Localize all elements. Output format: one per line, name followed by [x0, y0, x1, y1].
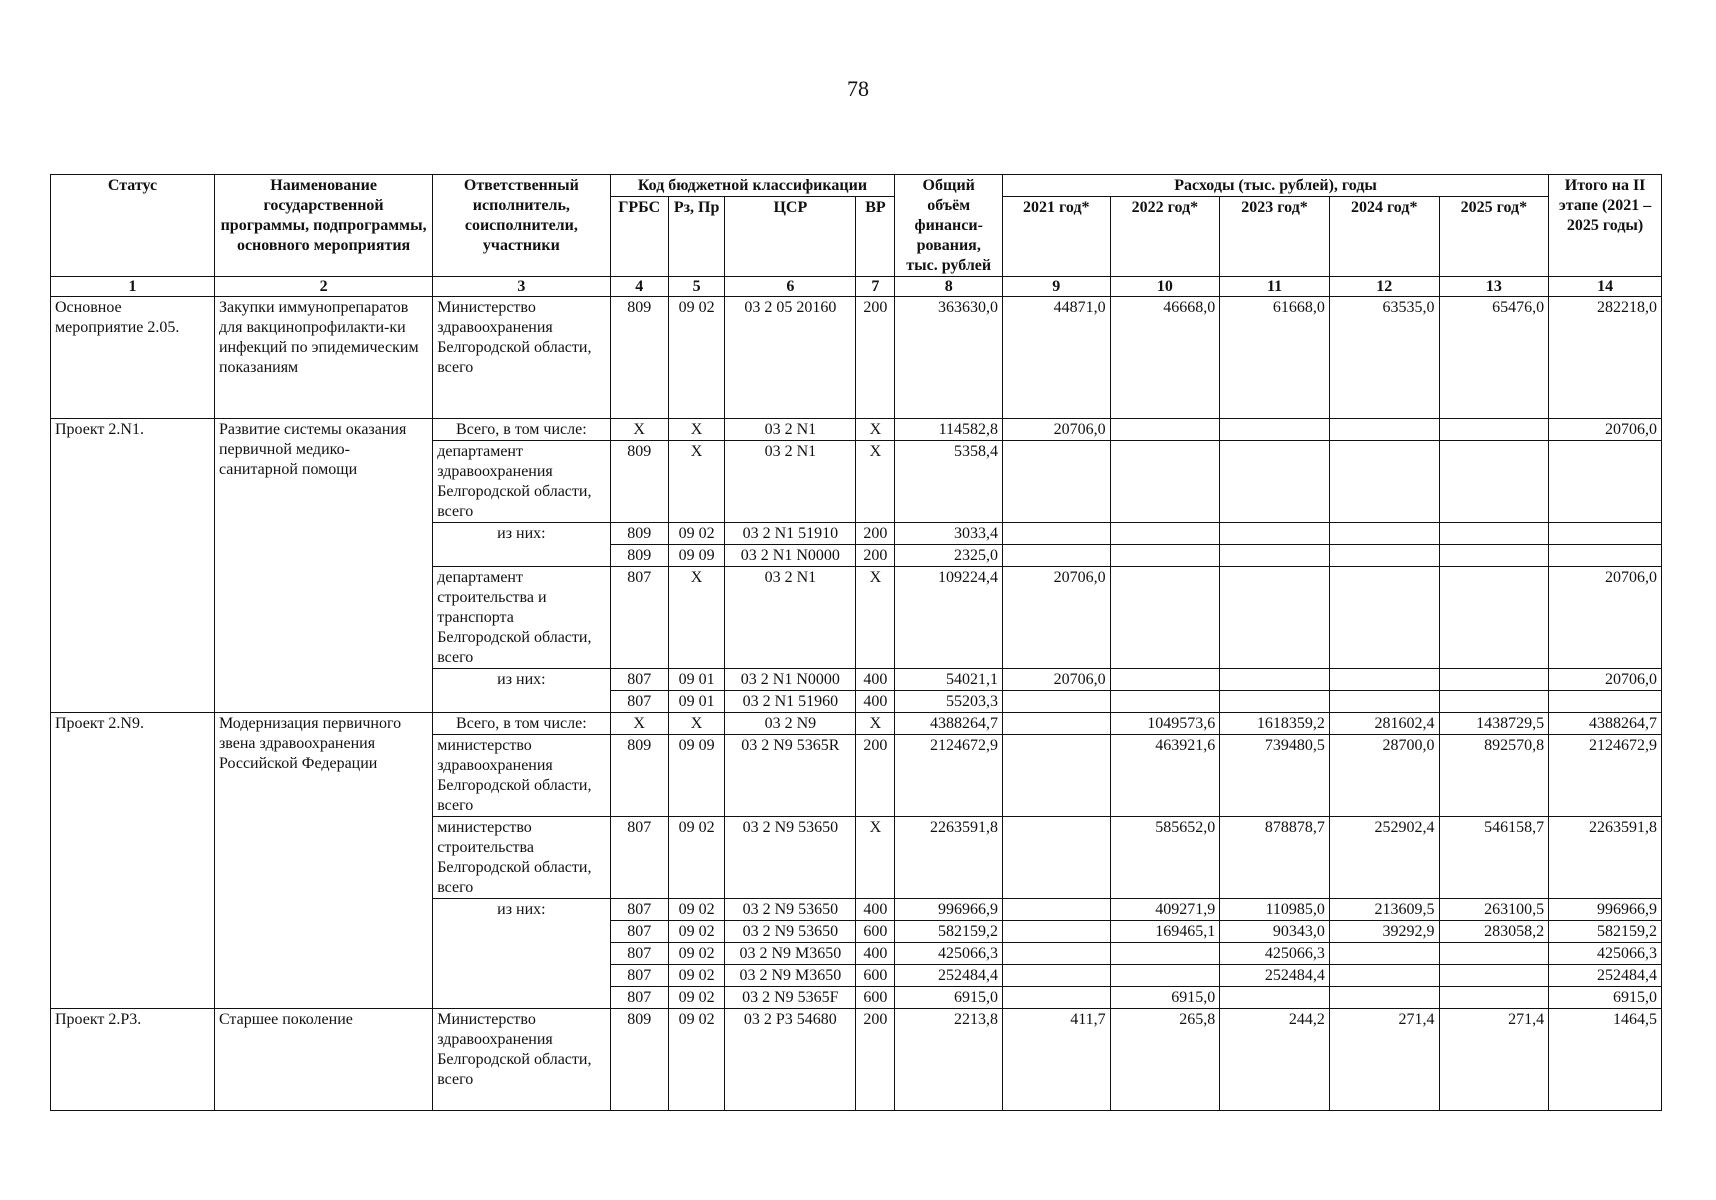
row-2025	[1439, 441, 1549, 523]
row-total: 363630,0	[895, 297, 1003, 419]
row-2022: 409271,9	[1110, 899, 1220, 921]
column-index: 7	[856, 277, 895, 297]
row-2022: 585652,0	[1110, 817, 1220, 899]
row-2024: 28700,0	[1329, 735, 1439, 817]
row-vr: X	[856, 713, 895, 735]
row-2024	[1329, 523, 1439, 545]
row-vr: X	[856, 567, 895, 669]
column-index: 14	[1549, 277, 1662, 297]
row-vr: 200	[856, 735, 895, 817]
row-csr: 03 2 N1 51910	[725, 523, 856, 545]
row-2021	[1003, 817, 1111, 899]
row-rzpr: X	[668, 441, 724, 523]
table-row	[51, 713, 1662, 735]
table-row	[51, 419, 1662, 441]
row-status: Проект 2.N9.	[51, 713, 215, 1009]
row-grbs: 807	[610, 965, 668, 987]
header-2024: 2024 год*	[1329, 197, 1439, 277]
row-stage-total: 1464,5	[1549, 1009, 1662, 1111]
row-2025	[1439, 523, 1549, 545]
row-total: 114582,8	[895, 419, 1003, 441]
row-csr: 03 2 N9 53650	[725, 817, 856, 899]
row-2024	[1329, 965, 1439, 987]
row-csr: 03 2 P3 54680	[725, 1009, 856, 1111]
row-rzpr: X	[668, 567, 724, 669]
row-2024	[1329, 669, 1439, 691]
page-number: 78	[847, 76, 869, 101]
row-2022	[1110, 419, 1220, 441]
row-csr: 03 2 N1 N0000	[725, 669, 856, 691]
column-index: 11	[1220, 277, 1330, 297]
row-csr: 03 2 N9 53650	[725, 899, 856, 921]
column-index: 1	[51, 277, 215, 297]
row-status: Проект 2.N1.	[51, 419, 215, 713]
row-csr: 03 2 N9 M3650	[725, 965, 856, 987]
row-executor: Министерство здравоохранения Белгородской области, всего	[433, 1009, 610, 1111]
row-2023: 425066,3	[1220, 943, 1330, 965]
column-index: 10	[1110, 277, 1220, 297]
header-vr: ВР	[856, 197, 895, 277]
row-name: Модернизация первичного звена здравоохранения Российской Федерации	[214, 713, 432, 1009]
row-grbs: 809	[610, 1009, 668, 1111]
row-rzpr: 09 01	[668, 691, 724, 713]
row-total: 425066,3	[895, 943, 1003, 965]
row-rzpr: 09 02	[668, 817, 724, 899]
row-2024	[1329, 419, 1439, 441]
row-2023: 878878,7	[1220, 817, 1330, 899]
row-2023: 61668,0	[1220, 297, 1330, 419]
row-2022	[1110, 545, 1220, 567]
row-grbs: 809	[610, 441, 668, 523]
column-index: 13	[1439, 277, 1549, 297]
row-2025: 271,4	[1439, 1009, 1549, 1111]
row-vr: 400	[856, 669, 895, 691]
row-2022: 46668,0	[1110, 297, 1220, 419]
row-2022: 463921,6	[1110, 735, 1220, 817]
row-vr: 600	[856, 987, 895, 1009]
row-rzpr: 09 02	[668, 943, 724, 965]
row-2022	[1110, 441, 1220, 523]
row-2025: 1438729,5	[1439, 713, 1549, 735]
header-executor: Ответственный исполнитель, соисполнители, участники	[433, 175, 610, 277]
row-2022	[1110, 965, 1220, 987]
header-grbs: ГРБС	[610, 197, 668, 277]
row-vr: X	[856, 817, 895, 899]
column-index: 12	[1329, 277, 1439, 297]
row-status: Проект 2.P3.	[51, 1009, 215, 1111]
header-name: Наименование государственной программы, подпрограммы, основного мероприятия	[214, 175, 432, 277]
row-executor: департамент строительства и транспорта Белгородской области, всего	[433, 567, 610, 669]
row-executor: из них:	[433, 523, 610, 567]
header-2021: 2021 год*	[1003, 197, 1111, 277]
row-2023: 739480,5	[1220, 735, 1330, 817]
row-2023: 252484,4	[1220, 965, 1330, 987]
row-name: Старшее поколение	[214, 1009, 432, 1111]
row-status: Основное мероприятие 2.05.	[51, 297, 215, 419]
row-total: 55203,3	[895, 691, 1003, 713]
row-total: 996966,9	[895, 899, 1003, 921]
row-total: 252484,4	[895, 965, 1003, 987]
row-total: 2124672,9	[895, 735, 1003, 817]
row-2023	[1220, 419, 1330, 441]
row-rzpr: 09 02	[668, 899, 724, 921]
row-stage-total: 4388264,7	[1549, 713, 1662, 735]
row-total: 2325,0	[895, 545, 1003, 567]
row-stage-total	[1549, 691, 1662, 713]
column-index: 5	[668, 277, 724, 297]
row-2023	[1220, 987, 1330, 1009]
row-rzpr: 09 02	[668, 1009, 724, 1111]
row-grbs: 807	[610, 921, 668, 943]
row-total: 4388264,7	[895, 713, 1003, 735]
row-executor: Всего, в том числе:	[433, 713, 610, 735]
header-csr: ЦСР	[725, 197, 856, 277]
row-csr: 03 2 N9 53650	[725, 921, 856, 943]
row-2023: 1618359,2	[1220, 713, 1330, 735]
row-2023	[1220, 545, 1330, 567]
row-2021	[1003, 441, 1111, 523]
row-stage-total: 282218,0	[1549, 297, 1662, 419]
row-vr: 200	[856, 545, 895, 567]
row-stage-total: 6915,0	[1549, 987, 1662, 1009]
row-rzpr: 09 09	[668, 545, 724, 567]
header-2025: 2025 год*	[1439, 197, 1549, 277]
row-vr: 600	[856, 921, 895, 943]
row-2021: 44871,0	[1003, 297, 1111, 419]
row-2025: 546158,7	[1439, 817, 1549, 899]
row-2021	[1003, 987, 1111, 1009]
row-2023: 90343,0	[1220, 921, 1330, 943]
row-stage-total: 2263591,8	[1549, 817, 1662, 899]
row-total: 2263591,8	[895, 817, 1003, 899]
row-rzpr: X	[668, 419, 724, 441]
row-rzpr: 09 09	[668, 735, 724, 817]
row-csr: 03 2 N9 5365R	[725, 735, 856, 817]
row-grbs: 807	[610, 987, 668, 1009]
row-2023	[1220, 691, 1330, 713]
column-index: 8	[895, 277, 1003, 297]
row-total: 109224,4	[895, 567, 1003, 669]
row-2022	[1110, 567, 1220, 669]
row-stage-total: 20706,0	[1549, 669, 1662, 691]
row-2023	[1220, 523, 1330, 545]
row-rzpr: 09 02	[668, 921, 724, 943]
row-rzpr: X	[668, 713, 724, 735]
row-executor: министерство здравоохранения Белгородской области, всего	[433, 735, 610, 817]
row-2021: 20706,0	[1003, 419, 1111, 441]
column-index: 2	[214, 277, 432, 297]
row-stage-total: 20706,0	[1549, 567, 1662, 669]
row-2021: 411,7	[1003, 1009, 1111, 1111]
row-grbs: 807	[610, 567, 668, 669]
row-executor: Всего, в том числе:	[433, 419, 610, 441]
row-2021	[1003, 965, 1111, 987]
row-2021	[1003, 545, 1111, 567]
row-total: 54021,1	[895, 669, 1003, 691]
row-executor: министерство строительства Белгородской области, всего	[433, 817, 610, 899]
row-vr: X	[856, 419, 895, 441]
row-2021	[1003, 899, 1111, 921]
row-total: 2213,8	[895, 1009, 1003, 1111]
row-2023	[1220, 567, 1330, 669]
row-rzpr: 09 02	[668, 965, 724, 987]
row-stage-total: 582159,2	[1549, 921, 1662, 943]
row-vr: 200	[856, 1009, 895, 1111]
column-index: 4	[610, 277, 668, 297]
header-stage-total: Итого на II этапе (2021 – 2025 годы)	[1549, 175, 1662, 277]
row-executor: департамент здравоохранения Белгородской области, всего	[433, 441, 610, 523]
row-vr: 400	[856, 943, 895, 965]
row-2024: 39292,9	[1329, 921, 1439, 943]
row-2022	[1110, 669, 1220, 691]
header-2022: 2022 год*	[1110, 197, 1220, 277]
row-grbs: 809	[610, 297, 668, 419]
row-stage-total	[1549, 441, 1662, 523]
row-2024	[1329, 545, 1439, 567]
row-csr: 03 2 N1	[725, 441, 856, 523]
row-vr: 200	[856, 523, 895, 545]
row-2024	[1329, 441, 1439, 523]
row-2024: 271,4	[1329, 1009, 1439, 1111]
row-vr: X	[856, 441, 895, 523]
header-2023: 2023 год*	[1220, 197, 1330, 277]
row-2021: 20706,0	[1003, 567, 1111, 669]
row-name: Развитие системы оказания первичной медико-санитарной помощи	[214, 419, 432, 713]
row-2023	[1220, 669, 1330, 691]
row-2021	[1003, 921, 1111, 943]
row-vr: 600	[856, 965, 895, 987]
row-2025	[1439, 691, 1549, 713]
row-csr: 03 2 N1 N0000	[725, 545, 856, 567]
row-2022	[1110, 523, 1220, 545]
row-2023: 110985,0	[1220, 899, 1330, 921]
row-2022: 265,8	[1110, 1009, 1220, 1111]
column-index: 9	[1003, 277, 1111, 297]
row-2024	[1329, 691, 1439, 713]
row-stage-total: 996966,9	[1549, 899, 1662, 921]
row-2025	[1439, 943, 1549, 965]
column-index: 3	[433, 277, 610, 297]
header-rzpr: Рз, Пр	[668, 197, 724, 277]
row-2021	[1003, 691, 1111, 713]
row-name: Закупки иммунопрепаратов для вакцинопрофилакти-ки инфекций по эпидемическим показаниям	[214, 297, 432, 419]
row-grbs: 809	[610, 545, 668, 567]
row-2025: 892570,8	[1439, 735, 1549, 817]
row-2025	[1439, 669, 1549, 691]
row-2021	[1003, 735, 1111, 817]
row-2022: 1049573,6	[1110, 713, 1220, 735]
row-total: 3033,4	[895, 523, 1003, 545]
row-stage-total: 252484,4	[1549, 965, 1662, 987]
row-grbs: 807	[610, 899, 668, 921]
row-grbs: 809	[610, 523, 668, 545]
row-2021	[1003, 713, 1111, 735]
header-status: Статус	[51, 175, 215, 277]
row-stage-total	[1549, 545, 1662, 567]
row-2023	[1220, 441, 1330, 523]
row-2023: 244,2	[1220, 1009, 1330, 1111]
row-2025	[1439, 987, 1549, 1009]
row-2024: 213609,5	[1329, 899, 1439, 921]
row-csr: 03 2 N9	[725, 713, 856, 735]
row-grbs: 807	[610, 943, 668, 965]
budget-table	[50, 174, 1662, 1111]
row-2024: 63535,0	[1329, 297, 1439, 419]
row-2021: 20706,0	[1003, 669, 1111, 691]
row-grbs: 807	[610, 669, 668, 691]
row-grbs: X	[610, 419, 668, 441]
row-2021	[1003, 523, 1111, 545]
header-total: Общий объём финанси-рования, тыс. рублей	[895, 175, 1003, 277]
row-csr: 03 2 05 20160	[725, 297, 856, 419]
row-total: 582159,2	[895, 921, 1003, 943]
row-grbs: 807	[610, 691, 668, 713]
row-stage-total	[1549, 523, 1662, 545]
row-2025: 65476,0	[1439, 297, 1549, 419]
row-2022: 169465,1	[1110, 921, 1220, 943]
row-2022	[1110, 691, 1220, 713]
row-rzpr: 09 01	[668, 669, 724, 691]
row-rzpr: 09 02	[668, 297, 724, 419]
row-executor: Министерство здравоохранения Белгородской области, всего	[433, 297, 610, 419]
column-index-row	[51, 277, 1662, 297]
row-rzpr: 09 02	[668, 987, 724, 1009]
row-2025	[1439, 419, 1549, 441]
row-2022	[1110, 943, 1220, 965]
row-2025	[1439, 965, 1549, 987]
row-stage-total: 425066,3	[1549, 943, 1662, 965]
row-total: 5358,4	[895, 441, 1003, 523]
row-csr: 03 2 N9 5365F	[725, 987, 856, 1009]
row-2025: 263100,5	[1439, 899, 1549, 921]
column-index: 6	[725, 277, 856, 297]
row-rzpr: 09 02	[668, 523, 724, 545]
row-csr: 03 2 N1	[725, 567, 856, 669]
row-2024: 281602,4	[1329, 713, 1439, 735]
row-2024	[1329, 987, 1439, 1009]
table-row	[51, 1009, 1662, 1111]
row-2025: 283058,2	[1439, 921, 1549, 943]
row-executor: из них:	[433, 899, 610, 1009]
row-grbs: 807	[610, 817, 668, 899]
row-executor: из них:	[433, 669, 610, 713]
row-grbs: 809	[610, 735, 668, 817]
row-total: 6915,0	[895, 987, 1003, 1009]
row-vr: 400	[856, 899, 895, 921]
row-2024	[1329, 943, 1439, 965]
row-2024: 252902,4	[1329, 817, 1439, 899]
header-expenses: Расходы (тыс. рублей), годы	[1003, 175, 1549, 197]
row-csr: 03 2 N1 51960	[725, 691, 856, 713]
row-stage-total: 2124672,9	[1549, 735, 1662, 817]
row-vr: 200	[856, 297, 895, 419]
row-csr: 03 2 N1	[725, 419, 856, 441]
table-row	[51, 297, 1662, 419]
row-2021	[1003, 943, 1111, 965]
row-2024	[1329, 567, 1439, 669]
row-stage-total: 20706,0	[1549, 419, 1662, 441]
row-2022: 6915,0	[1110, 987, 1220, 1009]
row-vr: 400	[856, 691, 895, 713]
row-grbs: X	[610, 713, 668, 735]
row-csr: 03 2 N9 M3650	[725, 943, 856, 965]
row-2025	[1439, 567, 1549, 669]
header-budget-code: Код бюджетной классификации	[610, 175, 895, 197]
row-2025	[1439, 545, 1549, 567]
